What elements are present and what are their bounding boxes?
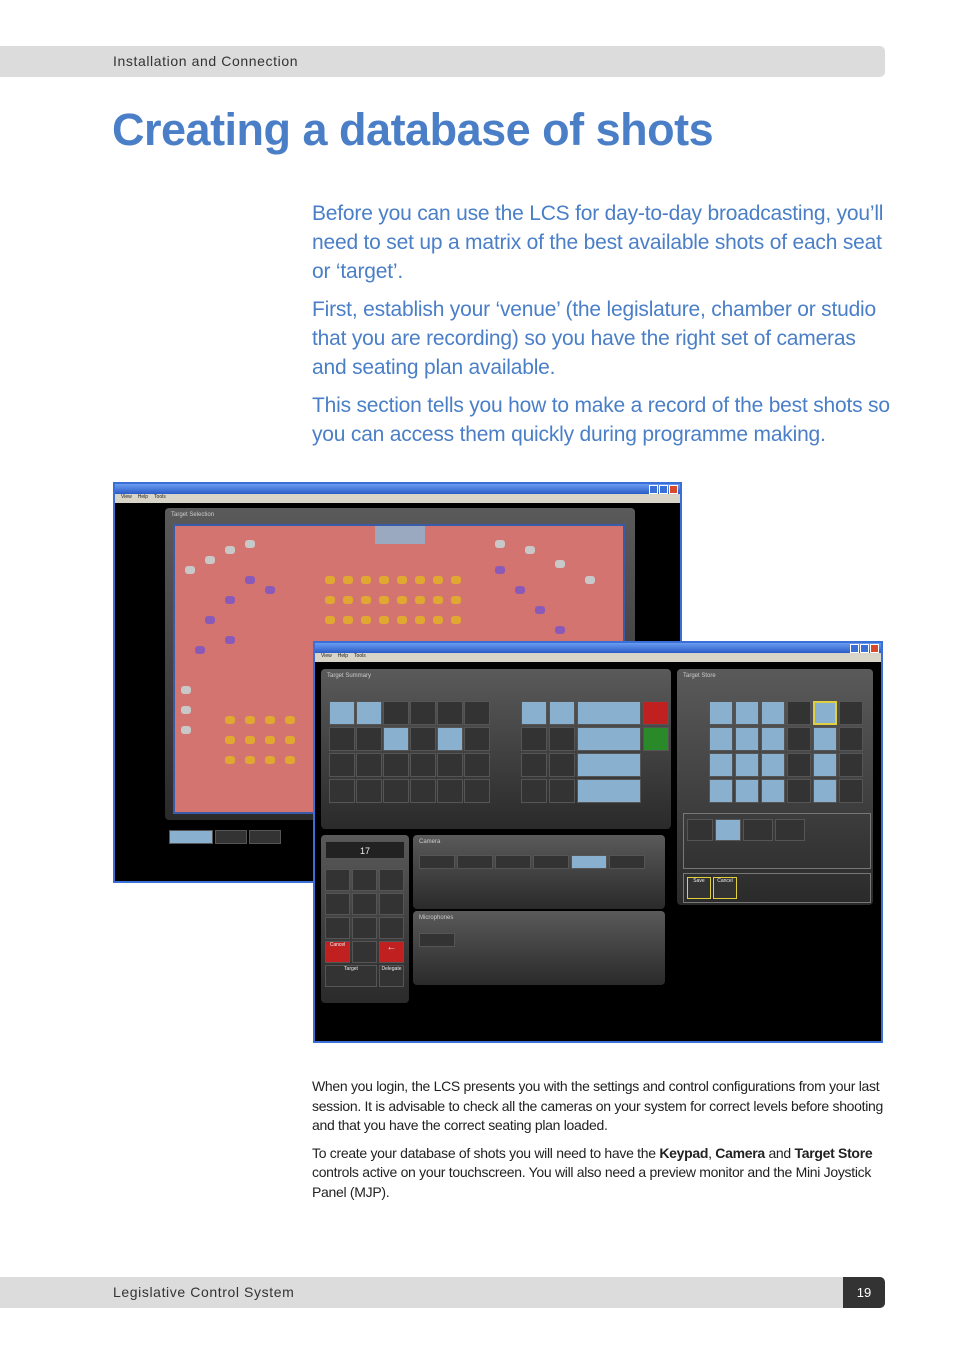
camera-term: Camera — [715, 1144, 765, 1161]
target-button[interactable]: Target — [325, 965, 377, 987]
intro-paragraph: Before you can use the LCS for day-to-day broadcasting, you’ll need to set up a matrix of the best available shots of each seat or ‘target’. — [312, 202, 884, 283]
intro-text — [312, 199, 892, 458]
menu-bar — [315, 653, 881, 662]
control-window — [313, 641, 883, 1043]
body-paragraph: To create your database of shots you will need to have the Keypad, Camera and Target Store controls active on your touchscreen. You will also need a preview monitor and the Mini Joystick Panel (MJP). — [312, 1144, 873, 1200]
target-store-panel — [677, 669, 873, 905]
keypad-cancel-button[interactable]: Cancel — [325, 941, 350, 963]
panel-label: Target Store — [683, 673, 716, 679]
target-summary-panel — [321, 669, 671, 829]
delegate-button[interactable]: Delegate — [379, 965, 404, 987]
panel-label: Target Selection — [171, 512, 215, 518]
camera-panel — [413, 835, 665, 909]
menu-help[interactable]: Help — [337, 653, 349, 659]
take-button[interactable] — [643, 701, 669, 725]
keypad-panel — [321, 835, 409, 1003]
menu-help[interactable]: Help — [137, 494, 149, 500]
panel-label: Camera — [419, 839, 441, 845]
keypad-display: 17 — [325, 841, 405, 859]
menu-tools[interactable]: Tools — [154, 494, 166, 500]
save-button[interactable]: Save — [687, 877, 711, 899]
footer-title: Legislative Control System — [113, 1284, 295, 1300]
menu-view[interactable]: View — [321, 653, 332, 659]
menu-tools[interactable]: Tools — [354, 653, 366, 659]
window-button[interactable] — [249, 830, 281, 844]
window-titlebar — [115, 484, 680, 494]
window-button[interactable] — [215, 830, 247, 844]
intro-paragraph: This section tells you how to make a record of the best shots so you can access them quickly during programme making. — [312, 394, 890, 446]
body-text — [312, 1077, 892, 1210]
cancel-button[interactable]: Cancel — [713, 877, 737, 899]
target-store-term: Target Store — [794, 1144, 873, 1161]
page-title: Creating a database of shots — [112, 104, 714, 155]
page-number: 19 — [843, 1277, 885, 1308]
microphones-panel — [413, 911, 665, 985]
panel-label: Microphones — [419, 915, 454, 921]
intro-paragraph: First, establish your ‘venue’ (the legislature, chamber or studio that you are recording) so you have the right set of cameras and seating plan available. — [312, 298, 876, 379]
window-button[interactable] — [169, 830, 213, 844]
take-button[interactable] — [643, 727, 669, 751]
body-paragraph: When you login, the LCS presents you with the settings and control configurations from your last session. It is advisable to check all the cameras on your system for correct levels before shooting and that you have the correct seating plan loaded. — [312, 1078, 884, 1133]
backspace-button[interactable]: ← — [379, 941, 404, 963]
section-header: Installation and Connection — [113, 53, 299, 69]
menu-view[interactable]: View — [121, 494, 132, 500]
panel-label: Target Summary — [327, 673, 372, 679]
menu-bar — [115, 494, 680, 503]
keypad-term: Keypad — [659, 1144, 709, 1161]
window-titlebar — [315, 643, 881, 653]
